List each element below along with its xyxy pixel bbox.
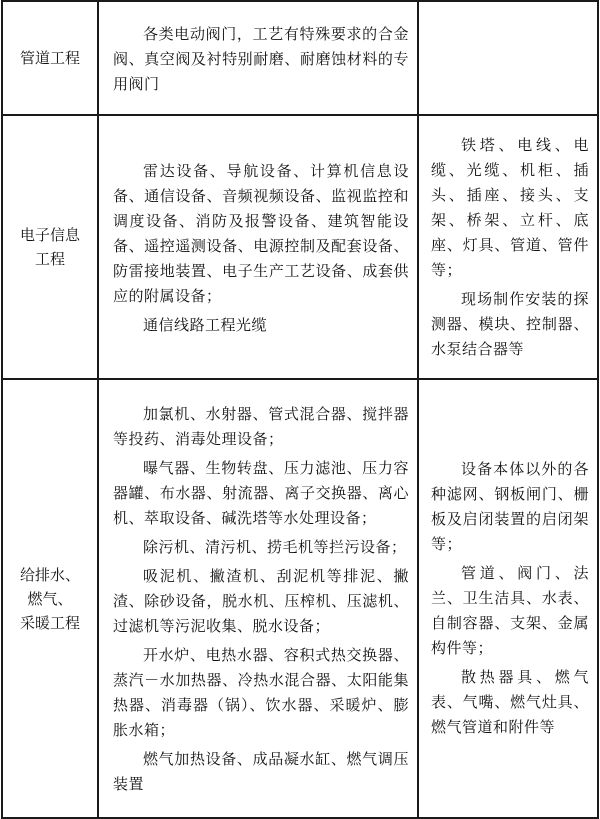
category-cell <box>2 379 98 818</box>
exclusion-paragraph: 管道、阀门、法兰、卫生洁具、水表、自制容器、支架、金属构件等； <box>431 564 589 657</box>
exclusion-paragraph: 现场制作安装的探测器、模块、控制器、水泵结合器等 <box>431 289 589 358</box>
item-paragraph: 通信线路工程光缆 <box>143 315 268 334</box>
category-cell <box>2 1 98 115</box>
exclusions-cell <box>418 1 598 115</box>
equipment-items-cell <box>98 379 418 818</box>
table-row <box>2 1 598 115</box>
table-row <box>2 115 598 379</box>
equipment-classification-table <box>1 0 599 819</box>
category-label: 电子信息 <box>19 226 80 244</box>
item-paragraph: 加氯机、水射器、管式混合器、搅拌器等投药、消毒处理设备； <box>113 405 409 448</box>
category-label: 燃气、 <box>27 589 73 608</box>
category-label: 给排水、 <box>19 565 80 584</box>
equipment-items-cell <box>98 115 418 379</box>
item-paragraph: 雷达设备、导航设备、计算机信息设备、通信设备、音频视频设备、监视监控和调度设备、消防及报警设备、建筑智能设备、遥控遥测设备、电源控制及配套设备、防雷接地装置、电子生产工艺设备、成套供应的附属设备； <box>113 161 409 305</box>
category-label: 采暖工程 <box>19 613 80 632</box>
category-label: 管道工程 <box>19 49 80 67</box>
exclusion-paragraph: 散热器具、燃气表、气嘴、燃气灶具、燃气管道和附件等 <box>431 668 589 736</box>
item-paragraph: 吸泥机、撇渣机、刮泥机等排泥、撇渣、除砂设备，脱水机、压榨机、压滤机、过滤机等污泥收集、脱水设备； <box>113 567 409 635</box>
exclusion-paragraph: 设备本体以外的各种滤网、钢板闸门、栅板及启闭装置的启闭架等； <box>431 460 589 553</box>
item-paragraph: 各类电动阀门，工艺有特殊要求的合金阀、真空阀及衬特别耐磨、耐磨蚀材料的专用阀门 <box>113 24 409 93</box>
item-paragraph: 除污机、清污机、捞毛机等拦污设备； <box>143 538 407 556</box>
item-paragraph: 开水炉、电热水器、容积式热交换器、蒸汽－水加热器、冷热水混合器、太阳能集热器、消毒器（锅）、饮水器、采暖炉、膨胀水箱； <box>113 646 409 739</box>
item-paragraph: 曝气器、生物转盘、压力滤池、压力容器罐、布水器、射流器、离子交换器、离心机、萃取设备、碱洗塔等水处理设备； <box>113 459 409 527</box>
exclusions-cell <box>418 115 598 379</box>
exclusion-paragraph: 铁塔、电线、电缆、光缆、机柜、插头、插座、接头、支架、桥架、立杆、底座、灯具、管道、管件等； <box>431 135 589 279</box>
exclusions-cell <box>418 379 598 818</box>
category-label: 工程 <box>34 250 65 268</box>
equipment-items-cell <box>98 1 418 115</box>
category-cell <box>2 115 98 379</box>
table-row <box>2 379 598 818</box>
item-paragraph: 燃气加热设备、成品凝水缸、燃气调压装置 <box>113 750 409 793</box>
